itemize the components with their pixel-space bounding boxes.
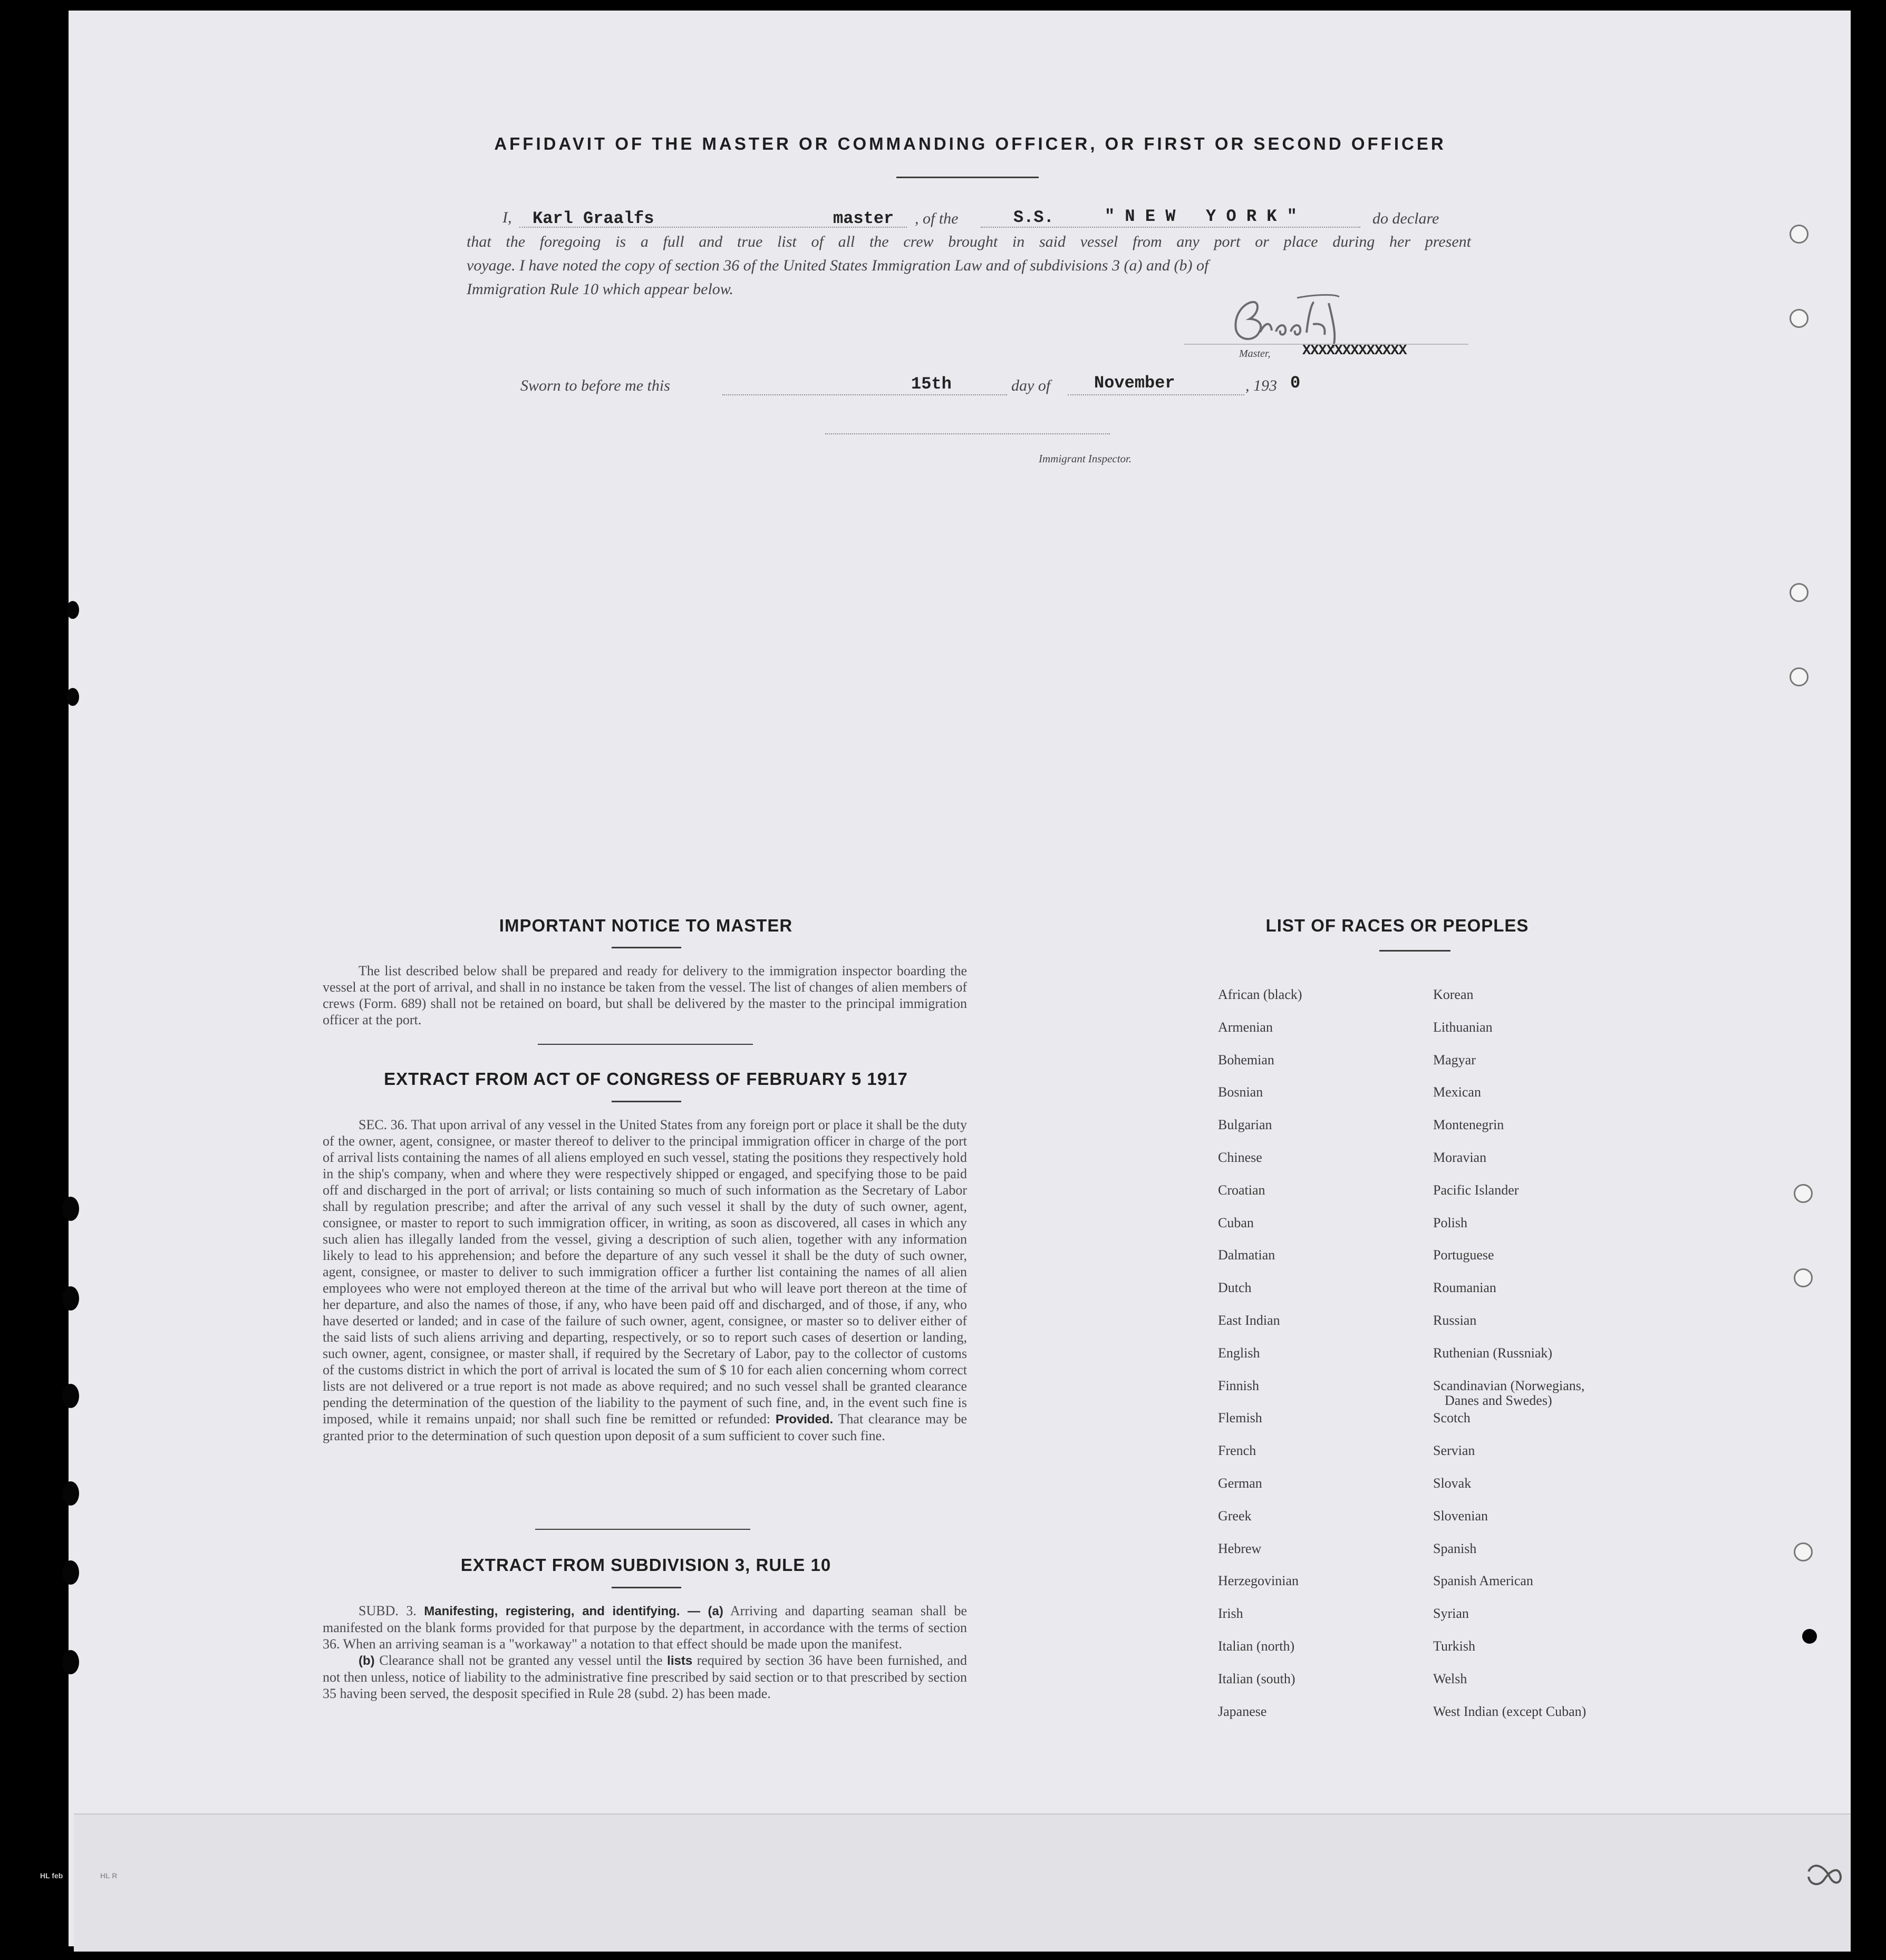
ship-prefix: S.S. [1013, 208, 1054, 227]
provided-label: Provided. [775, 1412, 834, 1427]
subd-b-label: (b) [359, 1654, 375, 1668]
punch-hole-left [62, 1560, 79, 1585]
notice-paragraph: The list described below shall be prepared and ready for delivery to the immigration inspector boarding the vessel at the port of arrival, and shall in no instance be taken from the vessel. The list of changes of alien members of crews (Form. 689) shall not be retained on board, but shall be delivered by the master to the principal immigration officer at the port. [323, 963, 967, 1027]
races-title: LIST OF RACES OR PEOPLES [1265, 916, 1529, 935]
inspector-caption: Immigrant Inspector. [1039, 452, 1132, 465]
race-item: Spanish American [1433, 1573, 1533, 1589]
punch-hole-left [62, 1286, 79, 1311]
race-item: Dalmatian [1218, 1247, 1275, 1263]
handwritten-mark [1803, 1856, 1845, 1893]
punch-hole-left [66, 601, 79, 619]
punch-hole-left [62, 1197, 79, 1221]
race-item: Spanish [1433, 1540, 1477, 1556]
race-item: Finnish [1218, 1377, 1260, 1393]
divider [612, 1587, 681, 1588]
race-item: Chinese [1218, 1150, 1262, 1165]
affidavit-line-2: that the foregoing is a full and true list of all the crew brought in said vessel from any port or place during her present [467, 233, 1471, 250]
punch-hole-left [62, 1384, 79, 1408]
affidavit-title: AFFIDAVIT OF THE MASTER OR COMMANDING OFFICER, OR FIRST OR SECOND OFFICER [494, 134, 1446, 153]
inspector-signature-line [825, 433, 1110, 434]
race-item: French [1218, 1443, 1256, 1459]
race-item: Slovak [1433, 1476, 1472, 1491]
affidavit-line-4: Immigration Rule 10 which appear below. [467, 280, 734, 298]
act-text [323, 1117, 967, 1444]
race-item: Italian (north) [1218, 1638, 1295, 1654]
sworn-year-digit: 0 [1290, 373, 1301, 393]
act-paragraph: SEC. 36. That upon arrival of any vessel in the United States from any foreign port or place it shall be the duty of the owner, agent, consignee, or master thereof to deliver to the principal immigration officer in charge of the port of arrival lists containing the names of all aliens employed en such vessel, stating the positions they respectively hold in the ship's company, when and where they were respectively shipped or engaged, and specifying those to be paid off and discharged in the port of arrival; or lists containing so much of such information as the Secretary of Labor shall by regulation prescribe; and after the arrival of any such vessel it shall by the duty of such owner, agent, consignee, or master to report to such immigration officer, in writing, as soon as discovered, all cases in which any such alien has illegally landed from the vessel, giving a description of such alien, together with any information likely to lead to his apprehension; and before the departure of any such vessel it shall be the duty of such owner, agent, consignee, or master to deliver to such immigration officer a further list containing the names of all alien employees who were not employed thereon at the time of the arrival but who will leave port thereon at the time of her departure, and also the names of those, if any, who have been paid off and discharged, and of those, if any, who have deserted or landed; and in case of the failure of such owner, agent, consignee, or master so to deliver either of the said lists of such aliens arriving and departing, respectively, or so to report such cases of desertion or landing, such owner, agent, consignee, or master shall, if required by the Secretary of Labor, pay to the collector of customs of the customs district in which the port of arrival is located the sum of $ 10 for each alien concerning whom correct lists are not delivered or a true report is not made as above required; and no such vessel shall be granted clearance pending the determination of the question of the liability to the payment of such fine, and, in the event such fine is imposed, while it remains unpaid; nor shall such fine be remitted or refunded: [323, 1117, 967, 1427]
race-item: Greek [1218, 1508, 1252, 1524]
i-label: I, [502, 209, 512, 226]
race-item: Bohemian [1218, 1052, 1274, 1068]
punch-hole-left [62, 1481, 79, 1506]
subd-a-label: — (a) [687, 1604, 723, 1618]
race-item: Turkish [1433, 1638, 1475, 1654]
rule-text [323, 1603, 967, 1702]
race-item: Lithuanian [1433, 1019, 1493, 1035]
struck-text: XXXXXXXXXXXXX [1302, 343, 1407, 359]
of-the-label: , of the [915, 210, 959, 227]
race-item: Bosnian [1218, 1084, 1263, 1100]
day-blank [722, 394, 1007, 395]
sworn-day: 15th [911, 374, 952, 394]
divider [538, 1044, 753, 1045]
race-item: Armenian [1218, 1019, 1273, 1035]
subd-label: SUBD. 3. [359, 1603, 417, 1618]
punch-hole-right [1790, 583, 1808, 602]
race-item: Pacific Islander [1433, 1182, 1519, 1198]
year-prefix: , 193 [1245, 377, 1277, 394]
race-item: Korean [1433, 987, 1474, 1002]
subd-heading: Manifesting, registering, and identifying. [424, 1604, 680, 1618]
race-item: Bulgarian [1218, 1117, 1272, 1133]
punch-hole-right [1794, 1268, 1813, 1287]
race-item: Russian [1433, 1313, 1477, 1328]
race-item: Roumanian [1433, 1280, 1496, 1296]
punch-hole-left [66, 688, 79, 706]
affidavit-line-3: voyage. I have noted the copy of section 36 of the United States Immigration Law and of subdivisions 3 (a) and (b) of [467, 257, 1209, 274]
race-item: Irish [1218, 1606, 1243, 1622]
race-item: Montenegrin [1433, 1117, 1504, 1133]
do-declare-label: do declare [1372, 210, 1439, 227]
race-item: English [1218, 1345, 1260, 1361]
master-name: Karl Graalfs [533, 209, 654, 228]
race-item: Scotch [1433, 1410, 1471, 1426]
punch-hole-right [1790, 309, 1808, 328]
ship-name: " N E W Y O R K " [1105, 207, 1297, 226]
notice-text [323, 963, 967, 1028]
notice-title: IMPORTANT NOTICE TO MASTER [499, 916, 793, 935]
race-item: Herzegovinian [1218, 1573, 1299, 1589]
page-bottom-edge [74, 1813, 1851, 1952]
race-item: Syrian [1433, 1606, 1469, 1622]
race-item: African (black) [1218, 987, 1302, 1002]
divider [612, 1101, 681, 1102]
act-paragraph-end: That clearance may be granted prior to the determination of such question upon deposit of a sum sufficient to cover such fine. [323, 1411, 968, 1443]
subd-b-text-2: required by section 36 have been furnished, and not then unless, notice of liability to the administrative fine prescribed by said section or to that prescribed by section 35 having been served, the desposit specified in Rule 28 (subd. 2) has been made. [323, 1653, 968, 1701]
race-item: Croatian [1218, 1182, 1265, 1198]
punch-hole-left [62, 1650, 79, 1674]
act-title: EXTRACT FROM ACT OF CONGRESS OF FEBRUARY 5 1917 [384, 1069, 908, 1089]
race-item: German [1218, 1476, 1262, 1491]
race-item: Japanese [1218, 1703, 1267, 1719]
punch-hole-right [1790, 225, 1808, 244]
race-item: East Indian [1218, 1313, 1280, 1328]
month-blank [1068, 394, 1244, 395]
race-item: Italian (south) [1218, 1671, 1295, 1686]
day-of-label: day of [1011, 377, 1051, 394]
margin-mark: HL feb [40, 1871, 63, 1880]
race-item: Mexican [1433, 1084, 1481, 1100]
sworn-label: Sworn to before me this [520, 377, 670, 394]
race-item: Cuban [1218, 1215, 1254, 1230]
punch-hole-right [1790, 667, 1808, 686]
race-item: Magyar [1433, 1052, 1476, 1068]
divider [612, 947, 681, 948]
punch-hole-right [1802, 1629, 1817, 1644]
subd-b-lists: lists [667, 1654, 693, 1668]
divider [535, 1529, 750, 1530]
signature-caption: Master, [1239, 348, 1271, 360]
race-item: Polish [1433, 1215, 1468, 1230]
race-item: Servian [1433, 1443, 1475, 1459]
race-item: Danes and Swedes) [1445, 1392, 1552, 1408]
race-item: Scandinavian (Norwegians, [1433, 1377, 1585, 1393]
rule-title: EXTRACT FROM SUBDIVISION 3, RULE 10 [460, 1555, 831, 1575]
divider [1379, 950, 1450, 952]
race-item: Ruthenian (Russniak) [1433, 1345, 1553, 1361]
race-item: Flemish [1218, 1410, 1262, 1426]
punch-hole-right [1794, 1542, 1813, 1561]
sworn-month: November [1094, 373, 1175, 393]
race-item: Portuguese [1433, 1247, 1494, 1263]
margin-mark: HL R [100, 1871, 118, 1880]
punch-hole-right [1794, 1184, 1813, 1203]
divider [896, 177, 1039, 178]
race-item: Hebrew [1218, 1540, 1262, 1556]
race-item: Moravian [1433, 1150, 1487, 1165]
master-rank: master [833, 209, 894, 228]
race-item: West Indian (except Cuban) [1433, 1703, 1587, 1719]
race-item: Dutch [1218, 1280, 1252, 1296]
subd-a-text: Arriving and daparting seaman shall be manifested on the blank forms provided for that purpose by the department, in accordance with the terms of section 36. When an arriving seaman is a "workaway" a notation to that effect should be made upon the manifest. [323, 1603, 968, 1652]
subd-b-text: Clearance shall not be granted any vessel until the [379, 1653, 663, 1668]
race-item: Welsh [1433, 1671, 1467, 1686]
race-item: Slovenian [1433, 1508, 1488, 1524]
master-signature [1229, 293, 1387, 351]
